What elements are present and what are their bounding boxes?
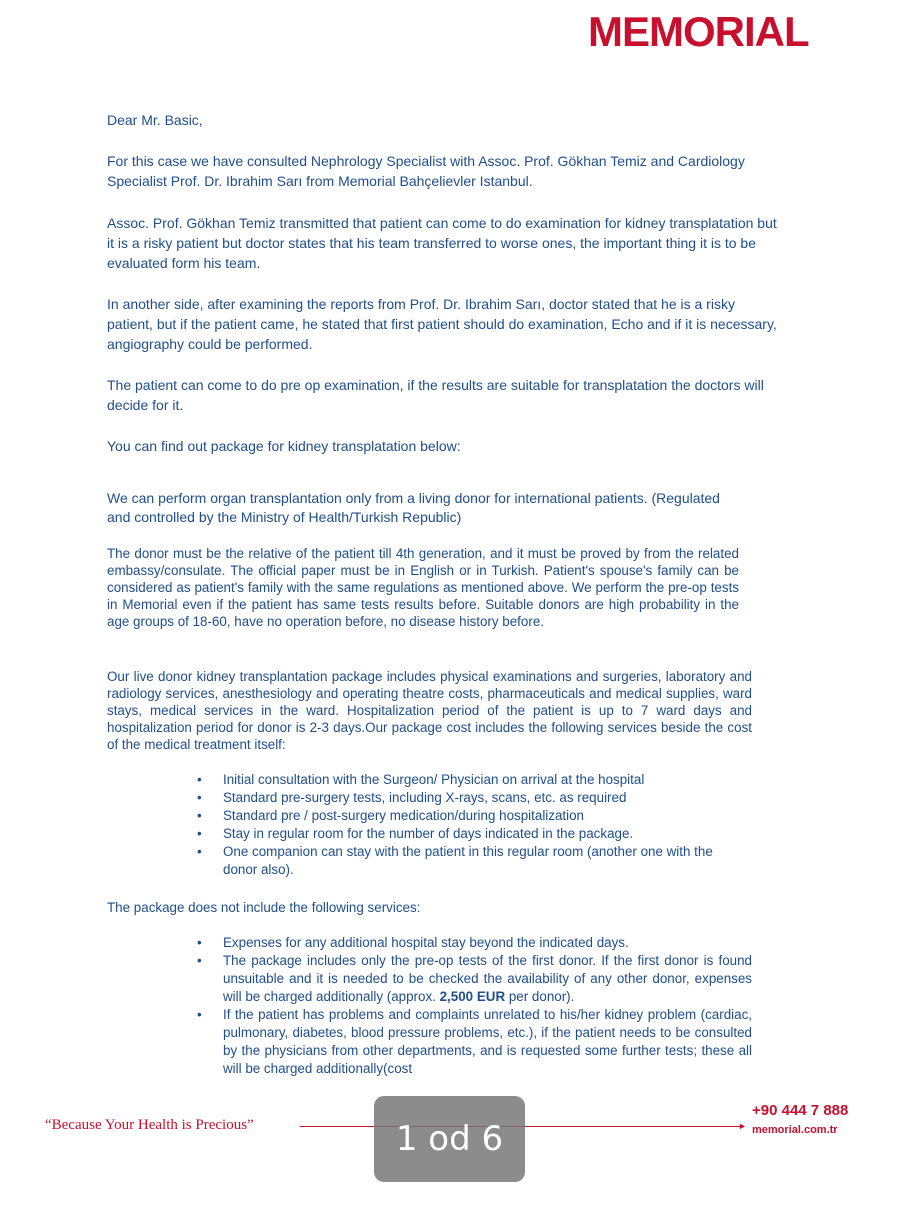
footer-website: memorial.com.tr (752, 1124, 838, 1136)
paragraph-pre-op: The patient can come to do pre op examination, if the results are suitable for transplatation the doctors will decide for it. (107, 377, 764, 413)
paragraph-package-includes: Our live donor kidney transplantation package includes physical examinations and surgeries, laboratory and radiology services, anesthesiology and operating theatre costs, pharmaceuticals and medical supplies, ward stays, medical services in the ward. Hospitalization period of the patient is up to 7 ward days and hospitalization period for donor is 2-3 days.Our package cost includes the following services beside the cost of the medical treatment itself: (107, 669, 752, 752)
arrow-right-icon: ► (738, 1121, 747, 1131)
memorial-logo: MEMORIAL (588, 8, 809, 55)
list-item (197, 952, 752, 1006)
paragraph-cardiology: In another side, after examining the reports from Prof. Dr. Ibrahim Sarı, doctor stated that he is a risky patient, but if the patient came, he stated that first patient should do examination, Echo and if it is necessary, angiography could be performed. (107, 296, 777, 352)
paragraph-nephrology: Assoc. Prof. Gökhan Temiz transmitted that patient can come to do examination for kidney transplatation but it is a risky patient but doctor states that his team transferred to worse ones, the important thing it is to be evaluated form his team. (107, 215, 777, 271)
donor-fee: 2,500 EUR (439, 989, 506, 1004)
list-item: • Expenses for any additional hospital stay beyond the indicated days. (197, 934, 752, 952)
excluded-text: per donor). (505, 989, 575, 1004)
list-item: • Initial consultation with the Surgeon/ Physician on arrival at the hospital (197, 771, 752, 789)
excluded-services-list (197, 934, 752, 1078)
footer-phone: +90 444 7 888 (752, 1102, 849, 1119)
list-item: • Stay in regular room for the number of days indicated in the package. (197, 825, 752, 843)
paragraph-donor-requirements: The donor must be the relative of the patient till 4th generation, and it must be proved by from the related embassy/consulate. The official paper must be in English or in Turkish. Patient's spouse's family can be considered as patient's family with the same regulations as mentioned above. We perform the pre-op tests in Memorial even if the patient has same tests results before. Suitable donors are high probability in the age groups of 18-60, have no operation before, no disease history before. (107, 546, 739, 629)
paragraph-package-intro: You can find out package for kidney transplatation below: (107, 438, 461, 454)
page-indicator: 1 od 6 (374, 1096, 525, 1182)
excluded-text: The package includes only the pre-op tests of the first donor. If the first donor is found unsuitable and it is needed to be checked the availability of any other donor, expenses will be charged additionally (approx. (223, 953, 752, 1004)
paragraph-living-donor: We can perform organ transplantation only from a living donor for international patients. (Regulated and controlled by the Ministry of Health/Turkish Republic) (107, 490, 720, 525)
excludes-heading: The package does not include the following services: (107, 900, 421, 915)
list-item: • Standard pre / post-surgery medication/during hospitalization (197, 807, 752, 825)
list-item: • One companion can stay with the patient in this regular room (another one with the donor also). (197, 843, 752, 879)
included-services-list (197, 771, 752, 879)
greeting: Dear Mr. Basic, (107, 112, 203, 128)
list-item: • If the patient has problems and complaints unrelated to his/her kidney problem (cardiac, pulmonary, diabetes, blood pressure problems, etc.), if the patient needs to be consulted by the physicians from other departments, and is requested some further tests; these all will be charged additionally(cost (197, 1006, 752, 1078)
paragraph-consultation: For this case we have consulted Nephrology Specialist with Assoc. Prof. Gökhan Temiz and Cardiology Specialist Prof. Dr. Ibrahim Sarı from Memorial Bahçelievler Istanbul. (107, 153, 745, 189)
list-item: • Standard pre-surgery tests, including X-rays, scans, etc. as required (197, 789, 752, 807)
footer-slogan: “Because Your Health is Precious” (45, 1117, 254, 1133)
